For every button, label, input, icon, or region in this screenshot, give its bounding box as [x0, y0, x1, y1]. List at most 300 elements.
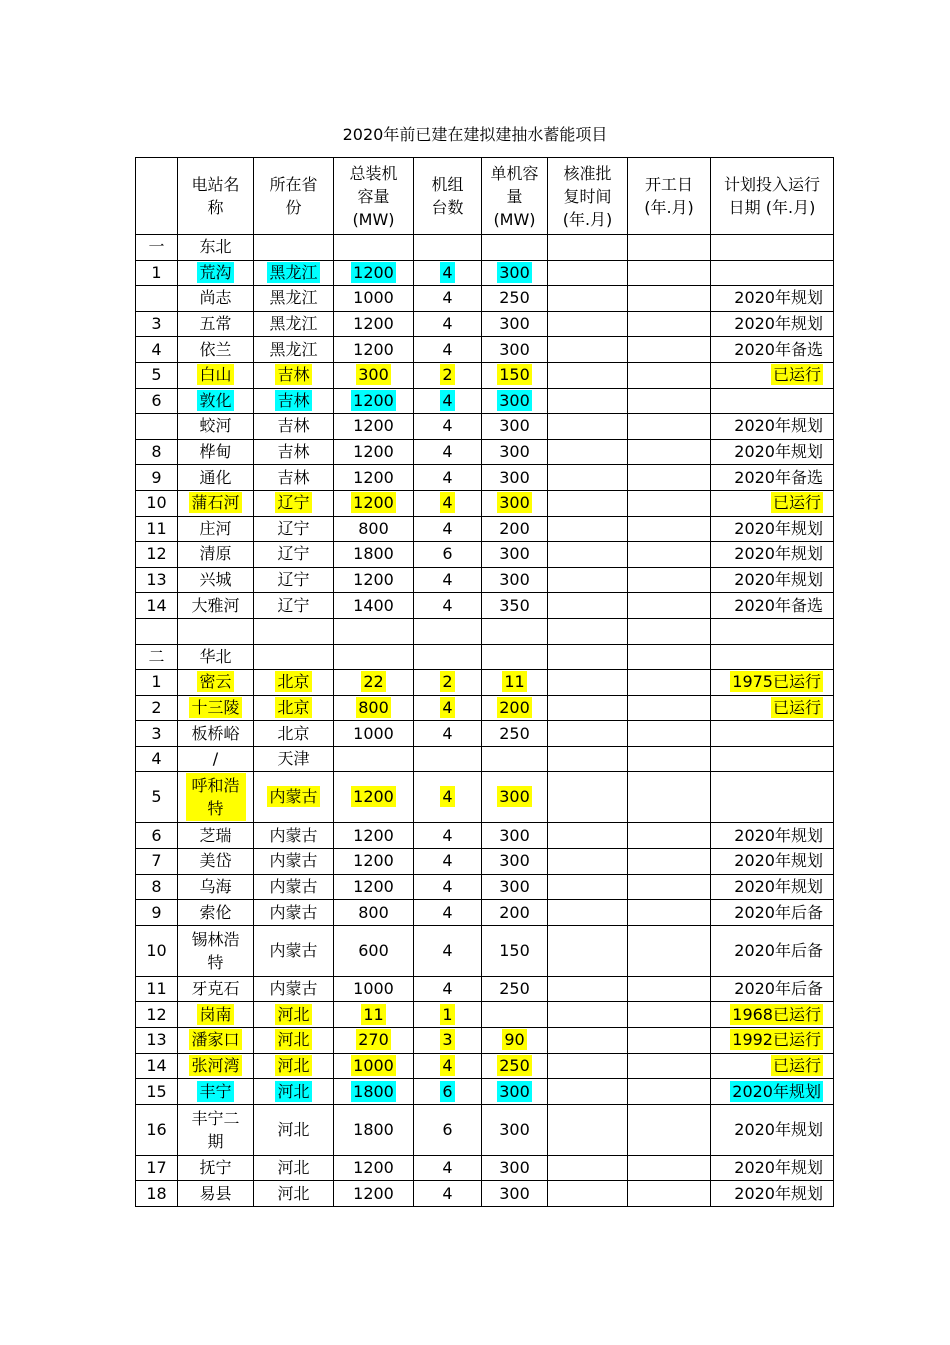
- unit-count-text: 1: [442, 1004, 453, 1024]
- unit-count: [414, 1002, 482, 1028]
- unit-count-text: 4: [442, 697, 453, 717]
- start-date: [628, 772, 711, 823]
- unit-capacity-text: 200: [499, 697, 530, 717]
- operation-date: [711, 286, 834, 312]
- province-text: 吉林: [277, 442, 310, 462]
- total-capacity: [334, 516, 414, 542]
- total-capacity-text: 1200: [353, 1158, 394, 1178]
- total-capacity-text: 1200: [353, 1183, 394, 1203]
- unit-capacity: [482, 1181, 548, 1207]
- empty-cell: [482, 618, 548, 644]
- operation-date-text: 已运行: [772, 1055, 821, 1075]
- province: [254, 695, 334, 721]
- row-number-text: 2: [151, 697, 162, 717]
- station-name: [178, 311, 254, 337]
- total-capacity: [334, 362, 414, 388]
- station-name: [178, 337, 254, 363]
- table-row: [136, 337, 834, 363]
- start-date: [628, 465, 711, 491]
- row-number: [136, 1181, 178, 1207]
- total-capacity-text: 600: [358, 940, 389, 960]
- station-name-text: 蒲石河: [191, 493, 240, 513]
- operation-date-text: 1992已运行: [732, 1030, 821, 1050]
- table-row: [136, 542, 834, 568]
- unit-count: [414, 670, 482, 696]
- station-name-text: 密云: [199, 672, 232, 692]
- total-capacity: [334, 388, 414, 414]
- station-name: [178, 900, 254, 926]
- province-text: 内蒙古: [269, 851, 318, 871]
- operation-date-text: 2020年规划: [734, 1119, 823, 1139]
- start-date: [628, 593, 711, 619]
- unit-capacity: [482, 695, 548, 721]
- row-number-text: 8: [151, 876, 162, 896]
- empty-cell: [414, 235, 482, 261]
- total-capacity: [334, 695, 414, 721]
- province: [254, 1104, 334, 1155]
- section-number-text: 一: [148, 237, 165, 257]
- province: [254, 670, 334, 696]
- total-capacity: [334, 490, 414, 516]
- total-capacity-text: 1200: [353, 467, 394, 487]
- approval-time: [548, 593, 628, 619]
- station-name-text: 抚宁: [199, 1158, 232, 1178]
- approval-time: [548, 542, 628, 568]
- unit-capacity: [482, 542, 548, 568]
- unit-count-text: 4: [442, 979, 453, 999]
- station-name: [178, 362, 254, 388]
- row-number: [136, 1002, 178, 1028]
- operation-date-text: 2020年规划: [732, 1081, 821, 1101]
- row-number: [136, 542, 178, 568]
- unit-capacity: [482, 1028, 548, 1054]
- empty-cell: [711, 235, 834, 261]
- approval-time: [548, 772, 628, 823]
- province: [254, 311, 334, 337]
- approval-time: [548, 465, 628, 491]
- table-row: [136, 1181, 834, 1207]
- operation-date: [711, 414, 834, 440]
- unit-capacity: [482, 849, 548, 875]
- unit-capacity-text: 90: [504, 1030, 525, 1050]
- station-name: [178, 567, 254, 593]
- province-text: 天津: [277, 749, 310, 769]
- empty-cell: [414, 644, 482, 670]
- station-name: [178, 746, 254, 772]
- operation-date: [711, 1079, 834, 1105]
- total-capacity: [334, 670, 414, 696]
- total-capacity-text: 1200: [353, 787, 394, 807]
- total-capacity-text: 1800: [353, 544, 394, 564]
- unit-capacity: [482, 286, 548, 312]
- unit-count: [414, 1053, 482, 1079]
- operation-date-text: 2020年规划: [734, 1158, 823, 1178]
- unit-capacity: [482, 1155, 548, 1181]
- operation-date: [711, 874, 834, 900]
- table-row: [136, 721, 834, 747]
- table-header-row: [136, 158, 834, 235]
- station-name: [178, 1002, 254, 1028]
- total-capacity: [334, 1155, 414, 1181]
- unit-count: [414, 439, 482, 465]
- table-row: [136, 874, 834, 900]
- approval-time: [548, 414, 628, 440]
- unit-capacity: [482, 746, 548, 772]
- table-row: [136, 439, 834, 465]
- station-name-text: 庄河: [199, 518, 232, 538]
- unit-count-text: 4: [442, 1055, 453, 1075]
- row-number: [136, 1155, 178, 1181]
- unit-count-text: 4: [442, 390, 453, 410]
- station-name: [178, 439, 254, 465]
- unit-count: [414, 388, 482, 414]
- row-number: [136, 849, 178, 875]
- province-text: 河北: [277, 1081, 310, 1101]
- unit-count: [414, 1079, 482, 1105]
- total-capacity: [334, 542, 414, 568]
- unit-capacity-text: 150: [499, 940, 530, 960]
- province: [254, 1155, 334, 1181]
- province: [254, 721, 334, 747]
- operation-date: [711, 772, 834, 823]
- unit-capacity: [482, 670, 548, 696]
- total-capacity: [334, 976, 414, 1002]
- unit-capacity: [482, 925, 548, 976]
- station-name: [178, 1053, 254, 1079]
- empty-cell: [711, 644, 834, 670]
- table-row: [136, 772, 834, 823]
- station-name-text: 索伦: [199, 902, 232, 922]
- unit-capacity: [482, 976, 548, 1002]
- unit-capacity: [482, 772, 548, 823]
- start-date: [628, 925, 711, 976]
- start-date: [628, 1155, 711, 1181]
- section-name: [178, 644, 254, 670]
- province: [254, 1079, 334, 1105]
- total-capacity: [334, 849, 414, 875]
- unit-capacity-text: 300: [499, 416, 530, 436]
- province-text: 河北: [277, 1119, 310, 1139]
- station-name-text: 清原: [199, 544, 232, 564]
- row-number-text: 11: [146, 979, 167, 999]
- operation-date: [711, 362, 834, 388]
- start-date: [628, 490, 711, 516]
- province-text: 黑龙江: [269, 262, 318, 282]
- station-name: [178, 1079, 254, 1105]
- operation-date: [711, 823, 834, 849]
- unit-count-text: 6: [442, 544, 453, 564]
- row-number-text: 5: [151, 365, 162, 385]
- operation-date: [711, 746, 834, 772]
- station-name-text: 五常: [199, 314, 232, 334]
- unit-count-text: 4: [442, 851, 453, 871]
- section-name-text: 华北: [199, 646, 232, 666]
- operation-date-text: 2020年后备: [734, 979, 823, 999]
- station-name: [178, 286, 254, 312]
- empty-cell: [334, 644, 414, 670]
- unit-count-text: 4: [442, 570, 453, 590]
- province: [254, 1053, 334, 1079]
- row-number-text: 6: [151, 825, 162, 845]
- start-date: [628, 1181, 711, 1207]
- row-number: [136, 337, 178, 363]
- unit-capacity: [482, 516, 548, 542]
- operation-date-text: 1968已运行: [732, 1004, 821, 1024]
- province-text: 北京: [277, 723, 310, 743]
- total-capacity-text: 1200: [353, 570, 394, 590]
- province-text: 吉林: [277, 416, 310, 436]
- station-name-text: 桦甸: [199, 442, 232, 462]
- unit-capacity-text: 300: [499, 467, 530, 487]
- row-number: [136, 260, 178, 286]
- table-row: [136, 388, 834, 414]
- empty-cell: [178, 618, 254, 644]
- section-row: [136, 644, 834, 670]
- operation-date: [711, 849, 834, 875]
- operation-date: [711, 1053, 834, 1079]
- total-capacity-text: 1000: [353, 288, 394, 308]
- unit-capacity-text: 300: [499, 544, 530, 564]
- approval-time: [548, 1079, 628, 1105]
- unit-count-text: 2: [442, 672, 453, 692]
- unit-count: [414, 874, 482, 900]
- unit-capacity: [482, 362, 548, 388]
- province: [254, 388, 334, 414]
- header-total-capacity: 总装机容量(MW): [334, 158, 414, 235]
- table-row: [136, 1002, 834, 1028]
- unit-capacity: [482, 465, 548, 491]
- empty-cell: [136, 618, 178, 644]
- approval-time: [548, 721, 628, 747]
- unit-count-text: 4: [442, 723, 453, 743]
- province-text: 内蒙古: [269, 876, 318, 896]
- total-capacity-text: 1200: [353, 442, 394, 462]
- unit-capacity-text: 300: [499, 1183, 530, 1203]
- operation-date: [711, 695, 834, 721]
- empty-cell: [414, 618, 482, 644]
- header-index: [136, 158, 178, 235]
- total-capacity: [334, 414, 414, 440]
- unit-count: [414, 260, 482, 286]
- station-name-text: 牙克石: [191, 979, 240, 999]
- row-number-text: 12: [146, 544, 167, 564]
- start-date: [628, 823, 711, 849]
- approval-time: [548, 516, 628, 542]
- unit-count-text: 4: [442, 493, 453, 513]
- approval-time: [548, 1053, 628, 1079]
- station-name-text: 美岱: [199, 851, 232, 871]
- unit-capacity: [482, 874, 548, 900]
- operation-date-text: 2020年备选: [734, 339, 823, 359]
- unit-count: [414, 976, 482, 1002]
- approval-time: [548, 439, 628, 465]
- total-capacity: [334, 1053, 414, 1079]
- unit-count: [414, 1028, 482, 1054]
- table-row: [136, 414, 834, 440]
- unit-count-text: 4: [442, 825, 453, 845]
- start-date: [628, 849, 711, 875]
- station-name-text: 张河湾: [191, 1055, 240, 1075]
- station-name-text: 蛟河: [199, 416, 232, 436]
- operation-date-text: 2020年备选: [734, 467, 823, 487]
- row-number-text: 8: [151, 442, 162, 462]
- province: [254, 1181, 334, 1207]
- total-capacity-text: 1200: [353, 493, 394, 513]
- table-row: [136, 849, 834, 875]
- row-number-text: 7: [151, 851, 162, 871]
- unit-capacity: [482, 567, 548, 593]
- province-text: 河北: [277, 1183, 310, 1203]
- empty-cell: [254, 644, 334, 670]
- unit-count: [414, 465, 482, 491]
- province-text: 北京: [277, 672, 310, 692]
- province: [254, 286, 334, 312]
- unit-capacity-text: 300: [499, 825, 530, 845]
- approval-time: [548, 362, 628, 388]
- unit-capacity: [482, 439, 548, 465]
- province: [254, 414, 334, 440]
- station-name: [178, 1181, 254, 1207]
- total-capacity-text: 1000: [353, 979, 394, 999]
- section-number: [136, 644, 178, 670]
- unit-count-text: 4: [442, 1158, 453, 1178]
- approval-time: [548, 695, 628, 721]
- table-row: [136, 1053, 834, 1079]
- unit-count: [414, 746, 482, 772]
- total-capacity: [334, 721, 414, 747]
- unit-capacity-text: 250: [499, 723, 530, 743]
- approval-time: [548, 925, 628, 976]
- unit-count: [414, 823, 482, 849]
- approval-time: [548, 286, 628, 312]
- start-date: [628, 695, 711, 721]
- row-number-text: 15: [146, 1081, 167, 1101]
- approval-time: [548, 1181, 628, 1207]
- row-number: [136, 311, 178, 337]
- operation-date: [711, 593, 834, 619]
- station-name-text: 板桥峪: [191, 723, 240, 743]
- start-date: [628, 311, 711, 337]
- header-unit-capacity: 单机容量(MW): [482, 158, 548, 235]
- operation-date: [711, 1181, 834, 1207]
- start-date: [628, 900, 711, 926]
- table-row: [136, 976, 834, 1002]
- row-number: [136, 925, 178, 976]
- operation-date-text: 2020年规划: [734, 570, 823, 590]
- table-body: [136, 235, 834, 1207]
- operation-date: [711, 900, 834, 926]
- row-number: [136, 439, 178, 465]
- unit-count-text: 4: [442, 467, 453, 487]
- unit-count-text: 4: [442, 940, 453, 960]
- unit-count: [414, 542, 482, 568]
- operation-date: [711, 542, 834, 568]
- operation-date: [711, 1104, 834, 1155]
- province: [254, 772, 334, 823]
- unit-capacity-text: 300: [499, 1081, 530, 1101]
- total-capacity-text: 1800: [353, 1081, 394, 1101]
- table-row: [136, 925, 834, 976]
- approval-time: [548, 823, 628, 849]
- unit-count: [414, 362, 482, 388]
- approval-time: [548, 567, 628, 593]
- station-name-text: 丰宁: [199, 1081, 232, 1101]
- unit-capacity-text: 300: [499, 570, 530, 590]
- province-text: 辽宁: [277, 595, 310, 615]
- empty-cell: [628, 644, 711, 670]
- unit-capacity-text: 300: [499, 876, 530, 896]
- station-name-text: 锡林浩特: [191, 929, 240, 972]
- start-date: [628, 670, 711, 696]
- unit-capacity-text: 300: [499, 1119, 530, 1139]
- row-number-text: 14: [146, 595, 167, 615]
- station-name: [178, 823, 254, 849]
- total-capacity: [334, 439, 414, 465]
- province: [254, 542, 334, 568]
- start-date: [628, 362, 711, 388]
- operation-date: [711, 721, 834, 747]
- header-unit-count: 机组台数: [414, 158, 482, 235]
- empty-cell: [334, 235, 414, 261]
- province-text: 内蒙古: [269, 825, 318, 845]
- total-capacity-text: 1400: [353, 595, 394, 615]
- row-number: [136, 823, 178, 849]
- unit-capacity-text: 250: [499, 288, 530, 308]
- operation-date-text: 2020年规划: [734, 518, 823, 538]
- section-name-text: 东北: [199, 237, 232, 257]
- row-number-text: 13: [146, 1030, 167, 1050]
- station-name: [178, 925, 254, 976]
- row-number-text: 12: [146, 1004, 167, 1024]
- unit-count: [414, 695, 482, 721]
- province-text: 河北: [277, 1004, 310, 1024]
- operation-date: [711, 311, 834, 337]
- row-number-text: 4: [151, 339, 162, 359]
- approval-time: [548, 1028, 628, 1054]
- province-text: 河北: [277, 1158, 310, 1178]
- row-number: [136, 414, 178, 440]
- unit-count-text: 4: [442, 1183, 453, 1203]
- unit-count: [414, 1104, 482, 1155]
- header-station: 电站名称: [178, 158, 254, 235]
- station-name: [178, 772, 254, 823]
- station-name: [178, 1104, 254, 1155]
- approval-time: [548, 337, 628, 363]
- station-name-text: 白山: [199, 365, 232, 385]
- province: [254, 1028, 334, 1054]
- unit-count: [414, 516, 482, 542]
- unit-capacity-text: 300: [499, 1158, 530, 1178]
- table-row: [136, 670, 834, 696]
- total-capacity-text: 1200: [353, 876, 394, 896]
- row-number: [136, 1079, 178, 1105]
- unit-count-text: 4: [442, 262, 453, 282]
- province: [254, 1002, 334, 1028]
- row-number: [136, 976, 178, 1002]
- station-name-text: 潘家口: [191, 1030, 240, 1050]
- total-capacity: [334, 1104, 414, 1155]
- station-name: [178, 542, 254, 568]
- row-number-text: 1: [151, 672, 162, 692]
- table-row: [136, 362, 834, 388]
- start-date: [628, 1053, 711, 1079]
- row-number: [136, 721, 178, 747]
- row-number: [136, 670, 178, 696]
- province-text: 内蒙古: [269, 902, 318, 922]
- total-capacity: [334, 311, 414, 337]
- start-date: [628, 542, 711, 568]
- empty-cell: [711, 618, 834, 644]
